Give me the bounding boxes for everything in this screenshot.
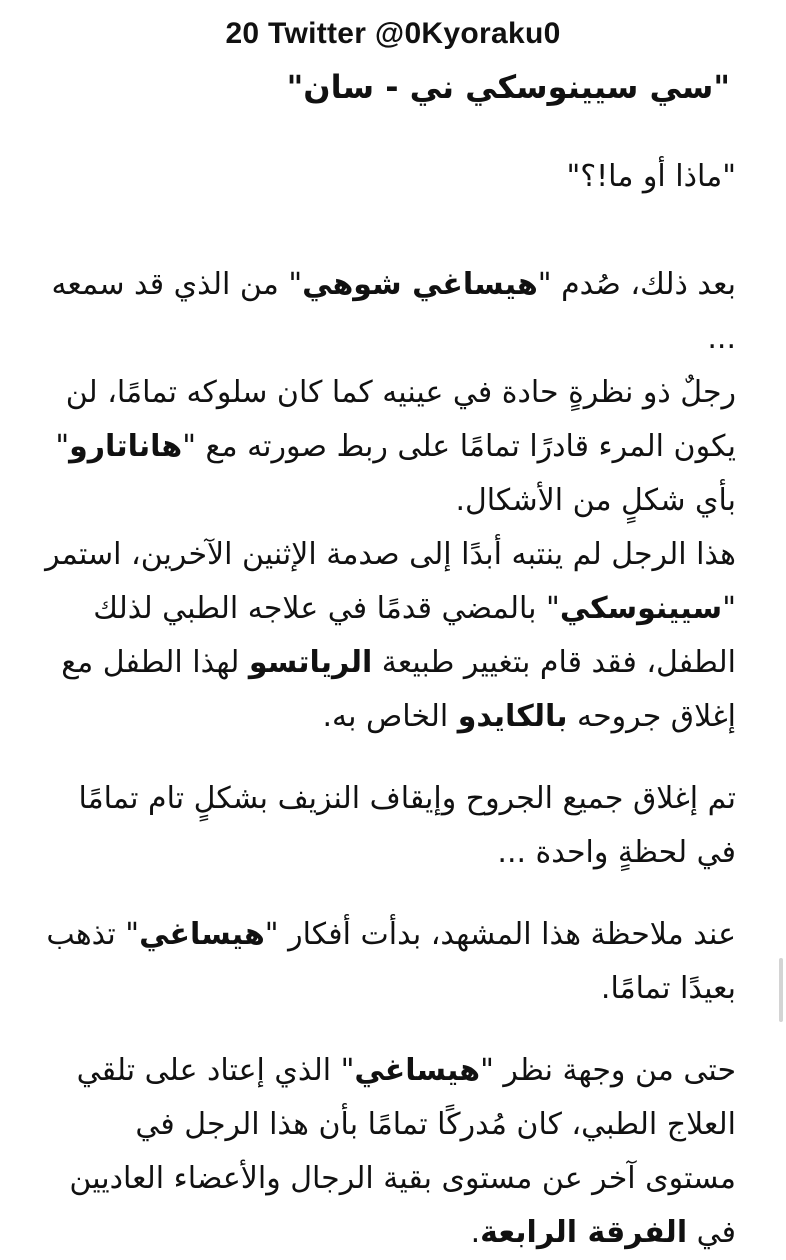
term-fourth-division: الفرقة الرابعة <box>480 1215 688 1250</box>
scrollbar-thumb[interactable] <box>779 958 783 1022</box>
paragraph-description <box>36 366 736 528</box>
character-name-hisagi-shuhei: هيساغي شوهي <box>302 267 538 302</box>
text-segment: رجلٌ ذو نظرةٍ حادة في عينيه كما كان سلوكه تمامًا، لن يكون المرء قادرًا تمامًا على ربط صورته مع " <box>65 375 736 464</box>
text-segment: . <box>470 1215 481 1250</box>
text-segment: " تذهب بعيدًا تمامًا. <box>46 917 736 1006</box>
paragraph-hisagi-thoughts <box>36 908 736 1016</box>
character-name-hanataro: هاناتارو <box>69 429 183 464</box>
text-segment: حتى من وجهة نظر " <box>480 1053 736 1088</box>
paragraph-treatment <box>36 528 736 744</box>
text-segment: الخاص به. <box>322 699 458 734</box>
text-segment: " من الذي قد سمعه ... <box>51 267 736 356</box>
paragraph-shock <box>36 258 736 366</box>
text-segment: هذا الرجل لم ينتبه أبدًا إلى صدمة الإثنين الآخرين، استمر " <box>45 537 736 626</box>
chapter-subtitle: "سي سيينوسكي ني - سان" <box>286 68 730 106</box>
text-segment: لهذا الطفل مع إغلاق جروحه <box>61 645 736 734</box>
text-segment: بعد ذلك، صُدم " <box>537 267 736 302</box>
paragraph-exclamation: "ماذا أو ما!؟" <box>566 159 736 194</box>
character-name-hisagi: هيساغي <box>354 1053 481 1088</box>
paragraph-wounds-closed: تم إغلاق جميع الجروح وإيقاف النزيف بشكلٍ تام تمامًا في لحظةٍ واحدة ... <box>78 781 736 870</box>
text-segment: " الذي إعتاد على تلقي العلاج الطبي، كان مُدركًا تمامًا بأن هذا الرجل في مستوى آخر عن مستوى بقية الرجال والأعضاء العاديين في <box>69 1053 736 1250</box>
page-header: 20 Twitter @0Kyoraku0 <box>225 17 561 50</box>
text-segment: عند ملاحظة هذا المشهد، بدأت أفكار " <box>264 917 736 952</box>
character-name-hisagi: هيساغي <box>139 917 265 952</box>
paragraph-hisagi-view <box>36 1044 736 1260</box>
story-body <box>36 150 736 1260</box>
character-name-seinosuke: سيينوسكي <box>559 591 723 626</box>
term-kaido: بالكايدو <box>457 699 568 734</box>
term-reiatsu: الرياتسو <box>248 645 373 680</box>
text-segment: " بالمضي قدمًا في علاجه الطبي لذلك الطفل، فقد قام بتغيير طبيعة <box>93 591 736 680</box>
text-segment: " بأي شكلٍ من الأشكال. <box>55 429 736 518</box>
